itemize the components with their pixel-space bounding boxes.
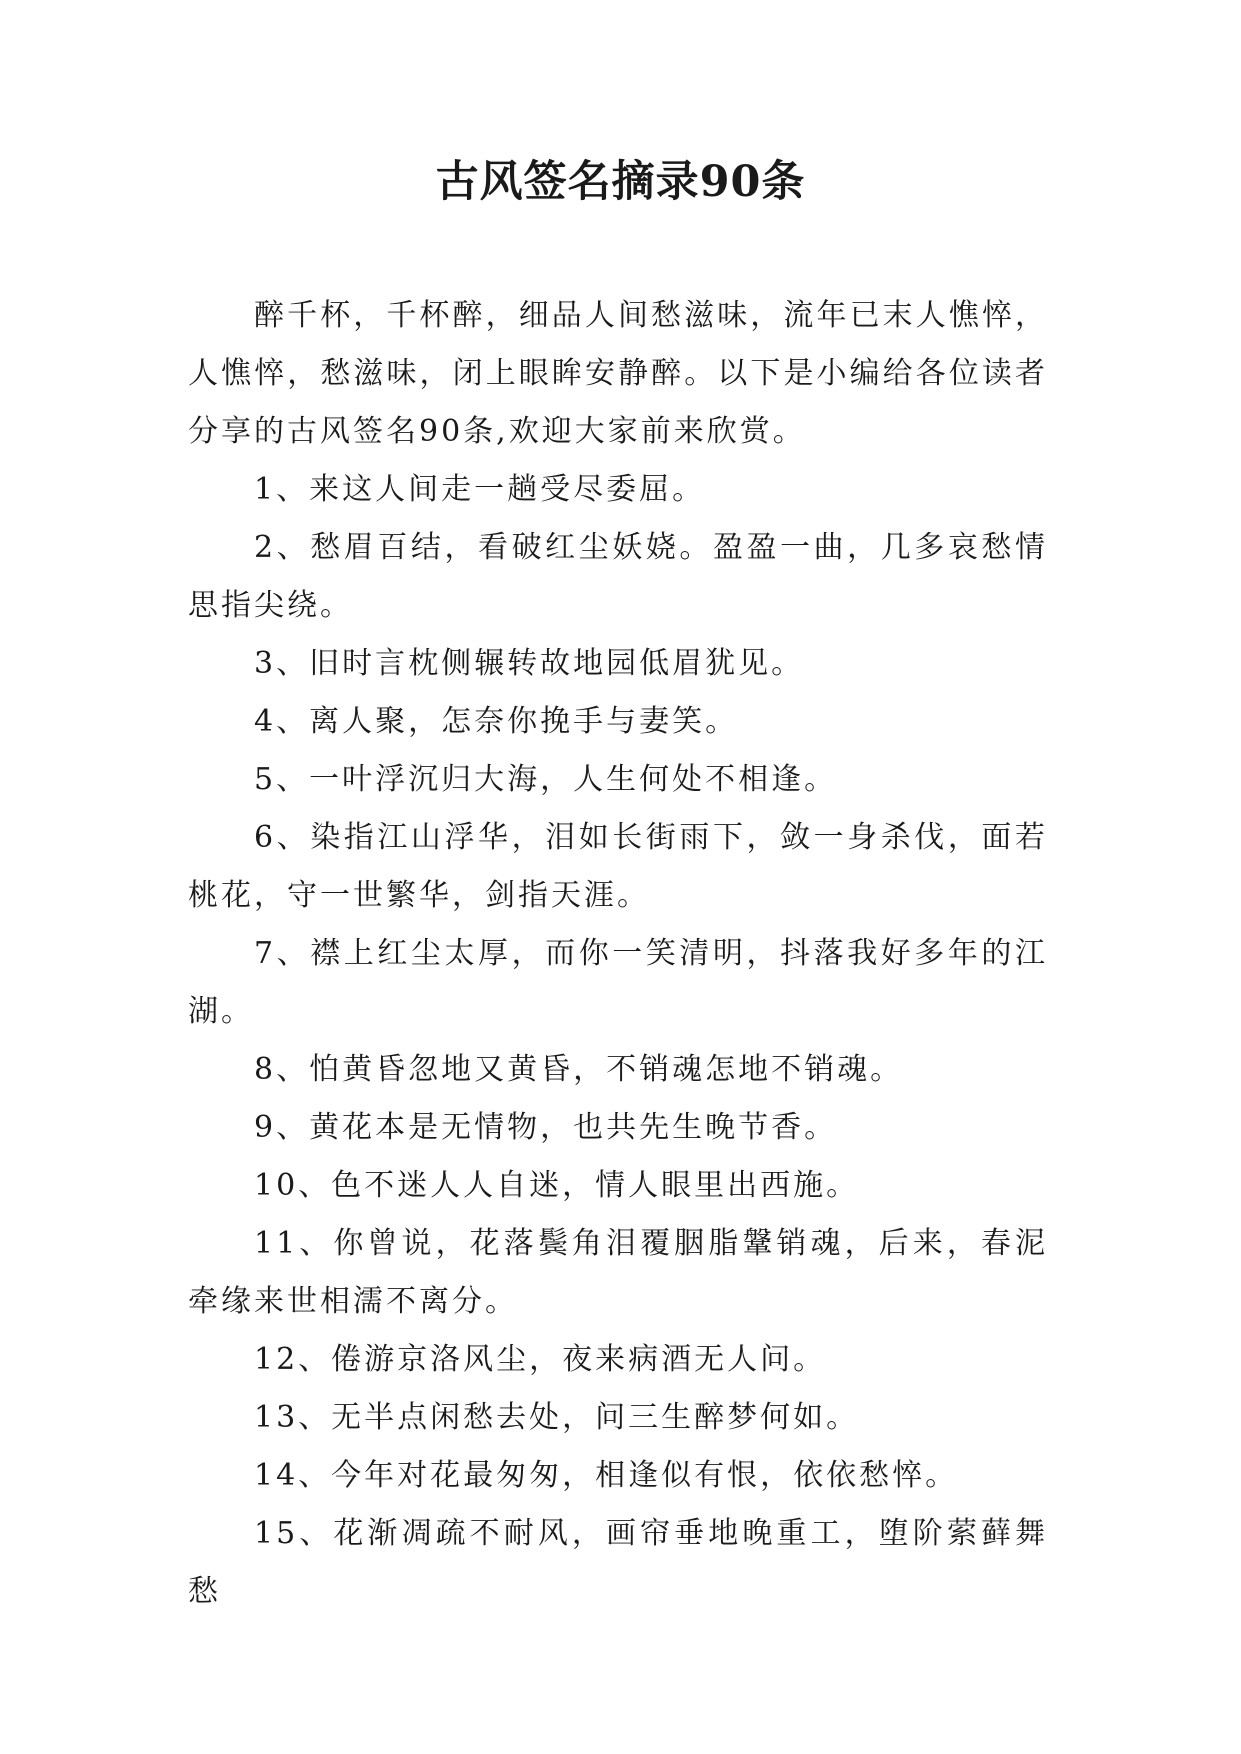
list-item: 2、愁眉百结，看破红尘妖娆。盈盈一曲，几多哀愁情思指尖绕。 — [188, 530, 1048, 623]
intro-paragraph: 醉千杯，千杯醉，细品人间愁滋味，流年已末人憔悴，人憔悴，愁滋味，闭上眼眸安静醉。以下是小编给各位读者分享的古风签名90条,欢迎大家前来欣赏。 — [188, 298, 1048, 449]
list-item: 6、染指江山浮华，泪如长街雨下，敛一身杀伐，面若桃花，守一世繁华，剑指天涯。 — [188, 820, 1048, 913]
list-item: 11、你曾说，花落鬓角泪覆胭脂鞶销魂，后来，春泥牵缘来世相濡不离分。 — [188, 1226, 1048, 1319]
list-item: 3、旧时言枕侧辗转故地园低眉犹见。 — [254, 646, 805, 681]
list-item: 8、怕黄昏忽地又黄昏，不销魂怎地不销魂。 — [254, 1052, 904, 1087]
list-item: 15、花渐凋疏不耐风，画帘垂地晚重工，堕阶萦藓舞愁 — [188, 1516, 1048, 1609]
list-item: 1、来这人间走一趟受尽委屈。 — [254, 472, 706, 507]
list-item: 12、倦游京洛风尘，夜来病酒无人问。 — [254, 1342, 827, 1377]
list-item: 10、色不迷人人自迷，情人眼里出西施。 — [254, 1168, 860, 1203]
page-title: 古风签名摘录90条 — [435, 157, 806, 207]
list-item: 13、无半点闲愁去处，问三生醉梦何如。 — [254, 1400, 860, 1435]
document-body — [188, 287, 1048, 1621]
list-item: 9、黄花本是无情物，也共先生晚节香。 — [254, 1110, 838, 1145]
list-item: 5、一叶浮沉归大海，人生何处不相逢。 — [254, 762, 838, 797]
list-item: 4、离人聚，怎奈你挽手与妻笑。 — [254, 704, 739, 739]
list-item: 7、襟上红尘太厚，而你一笑清明，抖落我好多年的江湖。 — [188, 936, 1048, 1029]
list-item: 14、今年对花最匆匆，相逢似有恨，依依愁悴。 — [254, 1458, 959, 1493]
